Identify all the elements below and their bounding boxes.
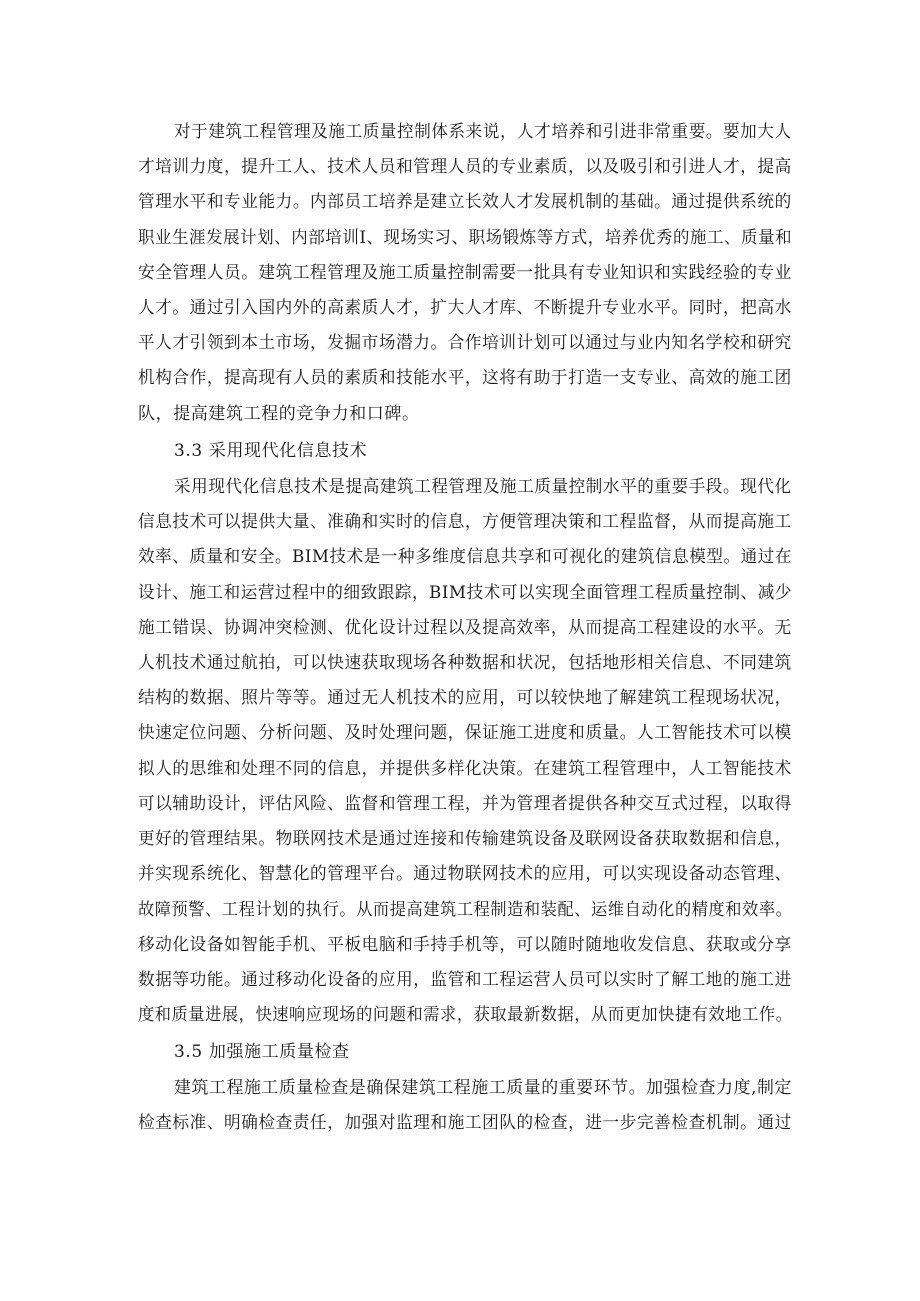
paragraph-line: 检查标准、明确检查责任，加强对监理和施工团队的检查，进一步完善检查机制。通过 <box>138 1113 792 1133</box>
paragraph-line: 平人才引领到本土市场，发掘市场潜力。合作培训计划可以通过与业内知名学校和研究 <box>138 333 792 353</box>
paragraph-line: 度和质量进展，快速响应现场的问题和需求，获取最新数据，从而更加快捷有效地工作。 <box>138 1005 793 1025</box>
paragraph-line: 职业生涯发展计划、内部培训I、现场实习、职场锻炼等方式，培养优秀的施工、质量和 <box>138 228 793 248</box>
paragraph-line: 人机技术通过航拍，可以快速获取现场各种数据和状况，包括地形相关信息、不同建筑 <box>138 653 792 673</box>
paragraph-line: 安全管理人员。建筑工程管理及施工质量控制需要一批具有专业知识和实践经验的专业 <box>138 263 792 283</box>
paragraph-line: 结构的数据、照片等等。通过无人机技术的应用，可以较快地了解建筑工程现场状况， <box>138 688 792 708</box>
paragraph-line: 故障预警、工程计划的执行。从而提高建筑工程制造和装配、运维自动化的精度和效率。 <box>138 900 793 920</box>
paragraph-line: 并实现系统化、智慧化的管理平台。通过物联网技术的应用，可以实现设备动态管理、 <box>138 864 792 884</box>
paragraph-line: 对于建筑工程管理及施工质量控制体系来说，人才培养和引进非常重要。要加大人 <box>174 122 792 142</box>
section-heading: 3.3 采用现代化信息技术 <box>174 441 368 461</box>
paragraph-line: 队，提高建筑工程的竞争力和口碑。 <box>138 404 420 424</box>
paragraph-line: 建筑工程施工质量检查是确保建筑工程施工质量的重要环节。加强检查力度,制定 <box>174 1078 793 1098</box>
paragraph-line: 设计、施工和运营过程中的细致跟踪，BIM技术可以实现全面管理工程质量控制、减少 <box>138 583 793 603</box>
paragraph-line: 施工错误、协调冲突检测、优化设计过程以及提高效率，从而提高工程建设的水平。无 <box>138 618 792 638</box>
paragraph-line: 数据等功能。通过移动化设备的应用，监管和工程运营人员可以实时了解工地的施工进 <box>138 970 792 990</box>
paragraph-line: 快速定位问题、分析问题、及时处理问题，保证施工进度和质量。人工智能技术可以模 <box>138 723 792 743</box>
paragraph-line: 拟人的思维和处理不同的信息，并提供多样化决策。在建筑工程管理中，人工智能技术 <box>138 759 792 779</box>
paragraph-line: 管理水平和专业能力。内部员工培养是建立长效人才发展机制的基础。通过提供系统的 <box>138 192 792 212</box>
paragraph-line: 才培训力度，提升工人、技术人员和管理人员的专业素质，以及吸引和引进人才，提高 <box>138 157 792 177</box>
paragraph-line: 更好的管理结果。物联网技术是通过连接和传输建筑设备及联网设备获取数据和信息， <box>138 829 792 849</box>
paragraph-line: 采用现代化信息技术是提高建筑工程管理及施工质量控制水平的重要手段。现代化 <box>174 477 792 497</box>
paragraph-line: 移动化设备如智能手机、平板电脑和手持手机等，可以随时随地收发信息、获取或分享 <box>138 935 792 955</box>
paragraph-line: 可以辅助设计，评估风险、监督和管理工程，并为管理者提供各种交互式过程，以取得 <box>138 794 792 814</box>
paragraph-line: 信息技术可以提供大量、准确和实时的信息，方便管理决策和工程监督，从而提高施工 <box>138 512 792 532</box>
section-heading: 3.5 加强施工质量检查 <box>174 1042 350 1062</box>
paragraph-line: 人才。通过引入国内外的高素质人才，扩大人才库、不断提升专业水平。同时，把高水 <box>138 298 792 318</box>
paragraph-line: 效率、质量和安全。BIM技术是一种多维度信息共享和可视化的建筑信息模型。通过在 <box>138 547 793 567</box>
paragraph-line: 机构合作，提高现有人员的素质和技能水平，这将有助于打造一支专业、高效的施工团 <box>138 368 792 388</box>
